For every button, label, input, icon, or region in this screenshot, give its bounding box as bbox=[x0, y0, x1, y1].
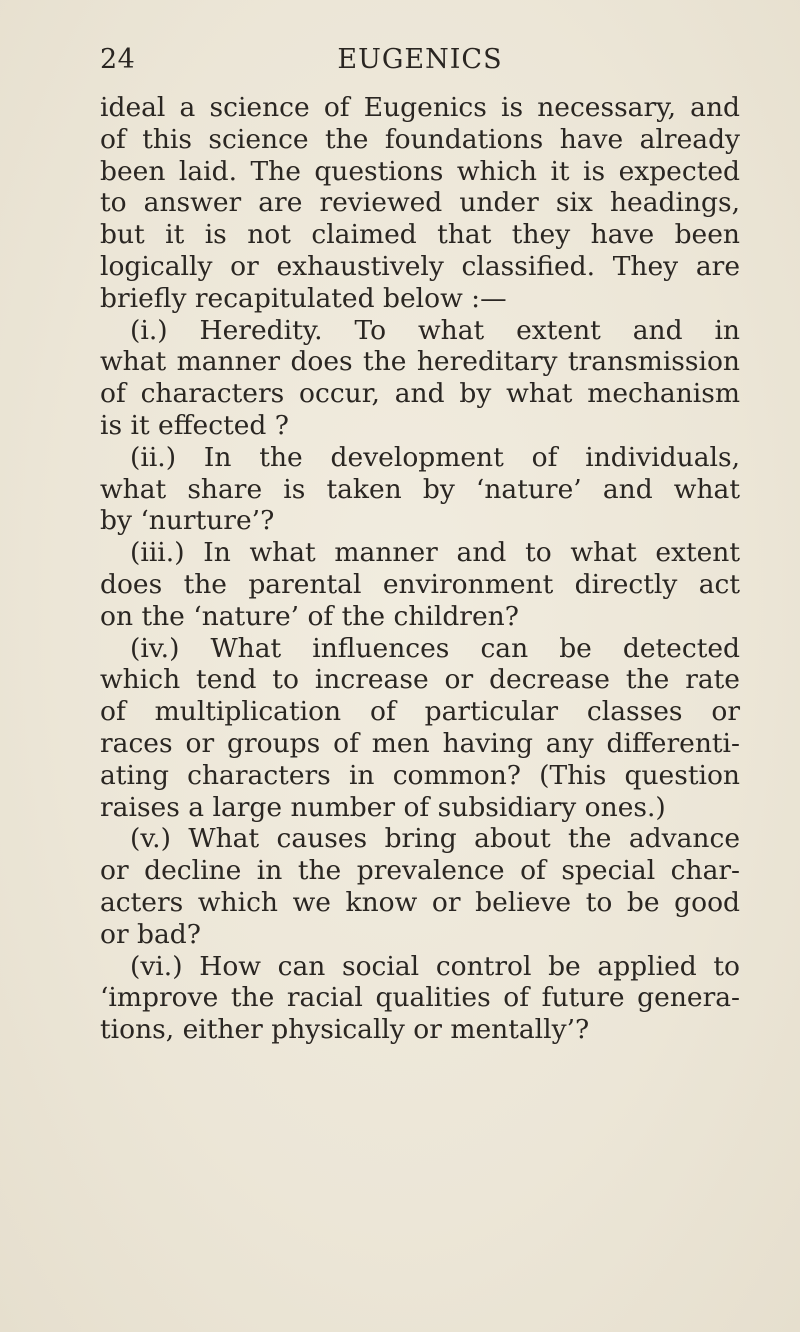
text-line: (i.) Heredity. To what extent and in bbox=[130, 314, 740, 346]
text-line: been laid. The questions which it is expected bbox=[100, 155, 740, 187]
text-line: (iii.) In what manner and to what extent bbox=[130, 537, 740, 569]
text-line: is it effected ? bbox=[100, 409, 290, 441]
text-line: tions, either physically or mentally’? bbox=[100, 1014, 590, 1046]
text-line: logically or exhaustively classified. They are bbox=[100, 250, 740, 282]
text-line: briefly recapitulated below :— bbox=[100, 282, 507, 314]
text-line: raises a large number of subsidiary ones.) bbox=[100, 791, 666, 823]
text-line: of multiplication of particular classes or bbox=[100, 696, 740, 728]
text-line: but it is not claimed that they have been bbox=[100, 219, 740, 251]
text-line: to answer are reviewed under six headings, bbox=[100, 187, 740, 219]
text-line: of characters occur, and by what mechanism bbox=[100, 378, 740, 410]
text-line: or decline in the prevalence of special char- bbox=[100, 855, 740, 887]
text-line: (v.) What causes bring about the advance bbox=[130, 823, 740, 855]
text-line: ideal a science of Eugenics is necessary, and bbox=[100, 92, 740, 123]
text-line: what share is taken by ‘nature’ and what bbox=[100, 473, 740, 505]
text-line: ‘improve the racial qualities of future genera- bbox=[100, 982, 740, 1014]
body-text bbox=[100, 92, 740, 1046]
text-line: what manner does the hereditary transmission bbox=[100, 346, 740, 378]
text-line: of this science the foundations have already bbox=[100, 123, 740, 155]
text-line: on the ‘nature’ of the children? bbox=[100, 600, 519, 632]
text-line: which tend to increase or decrease the rate bbox=[100, 664, 740, 696]
page-number: 24 bbox=[100, 44, 136, 75]
text-line: (ii.) In the development of individuals, bbox=[130, 441, 740, 473]
page-header bbox=[100, 44, 740, 84]
text-line: acters which we know or believe to be good bbox=[100, 886, 740, 918]
text-line: or bad? bbox=[100, 918, 201, 950]
text-line: (iv.) What influences can be detected bbox=[130, 632, 740, 664]
running-head: EUGENICS bbox=[337, 44, 503, 75]
text-line: (vi.) How can social control be applied to bbox=[130, 950, 740, 982]
text-line: ating characters in common? (This question bbox=[100, 759, 740, 791]
text-line: by ‘nurture’? bbox=[100, 505, 275, 537]
text-line: races or groups of men having any differenti- bbox=[100, 727, 740, 759]
text-line: does the parental environment directly act bbox=[100, 568, 740, 600]
